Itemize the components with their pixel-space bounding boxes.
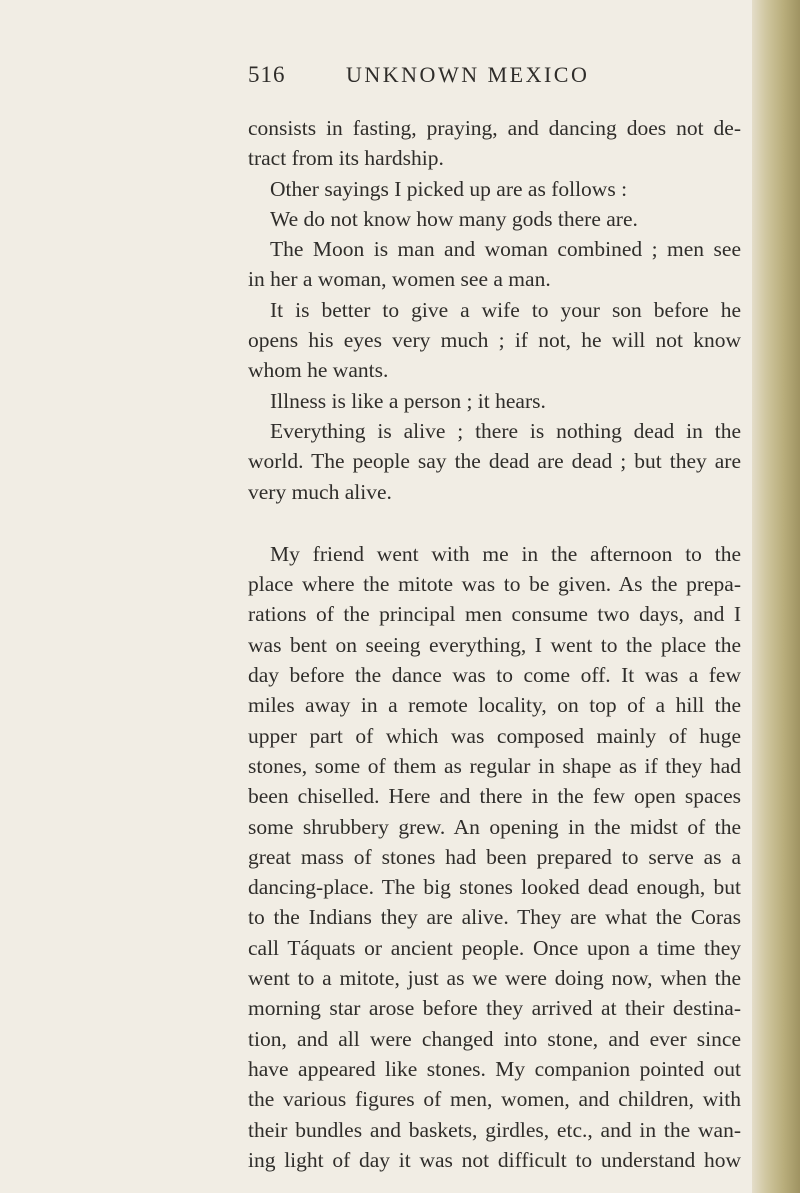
text-line: stones, some of them as regular in shape as if they had [248, 753, 741, 778]
text-line: in her a woman, women see a man. [248, 267, 551, 292]
text-line: We do not know how many gods there are. [270, 206, 638, 231]
text-line: Illness is like a person ; it hears. [270, 388, 546, 413]
text-line: tion, and all were changed into stone, and ever since [248, 1026, 741, 1051]
text-line: upper part of which was composed mainly of huge [248, 723, 741, 748]
text-line: went to a mitote, just as we were doing now, when the [248, 966, 741, 991]
text-line: have appeared like stones. My companion pointed out [248, 1056, 741, 1081]
text-line: world. The people say the dead are dead ; but they are [248, 449, 741, 474]
text-line: was bent on seeing everything, I went to the place the [248, 632, 741, 657]
text-line: great mass of stones had been prepared to serve as a [248, 844, 741, 869]
text-line: Everything is alive ; there is nothing dead in the [270, 418, 741, 443]
text-line: whom he wants. [248, 358, 389, 383]
text-line: very much alive. [248, 479, 392, 504]
text-line: consists in fasting, praying, and dancing does not de- [248, 116, 741, 140]
text-line: dancing-place. The big stones looked dead enough, but [248, 875, 741, 900]
page-gutter-edge [752, 0, 800, 1193]
text-line: place where the mitote was to be given. As the prepa- [248, 572, 741, 597]
text-line: My friend went with me in the afternoon to the [270, 541, 741, 566]
text-line: tract from its hardship. [248, 146, 444, 171]
text-line: ing light of day it was not difficult to understand how [248, 1147, 741, 1172]
page-body [248, 113, 741, 1175]
text-line: been chiselled. Here and there in the few open spaces [248, 784, 741, 809]
text-line: rations of the principal men consume two days, and I [248, 602, 741, 627]
sayings-block [248, 113, 741, 507]
text-line: day before the dance was to come off. It was a few [248, 663, 741, 688]
text-line: to the Indians they are alive. They are what the Coras [248, 905, 741, 930]
text-line: miles away in a remote locality, on top of a hill the [248, 693, 741, 718]
text-line: some shrubbery grew. An opening in the midst of the [248, 814, 741, 839]
page-header [248, 62, 668, 92]
text-line: the various figures of men, women, and children, with [248, 1087, 741, 1112]
paragraph-gap [248, 507, 741, 539]
text-line: Other sayings I picked up are as follows : [270, 176, 628, 201]
narrative-block [248, 539, 741, 1175]
text-line: morning star arose before they arrived at their destina- [248, 996, 741, 1021]
text-line: The Moon is man and woman combined ; men see [270, 237, 741, 262]
text-line: It is better to give a wife to your son before he [270, 297, 741, 322]
text-line: opens his eyes very much ; if not, he will not know [248, 328, 741, 353]
running-head: UNKNOWN MEXICO [346, 62, 590, 87]
text-line: call Táquats or ancient people. Once upon a time they [248, 935, 741, 960]
page-number: 516 [248, 62, 286, 87]
text-line: their bundles and baskets, girdles, etc., and in the wan- [248, 1117, 741, 1142]
